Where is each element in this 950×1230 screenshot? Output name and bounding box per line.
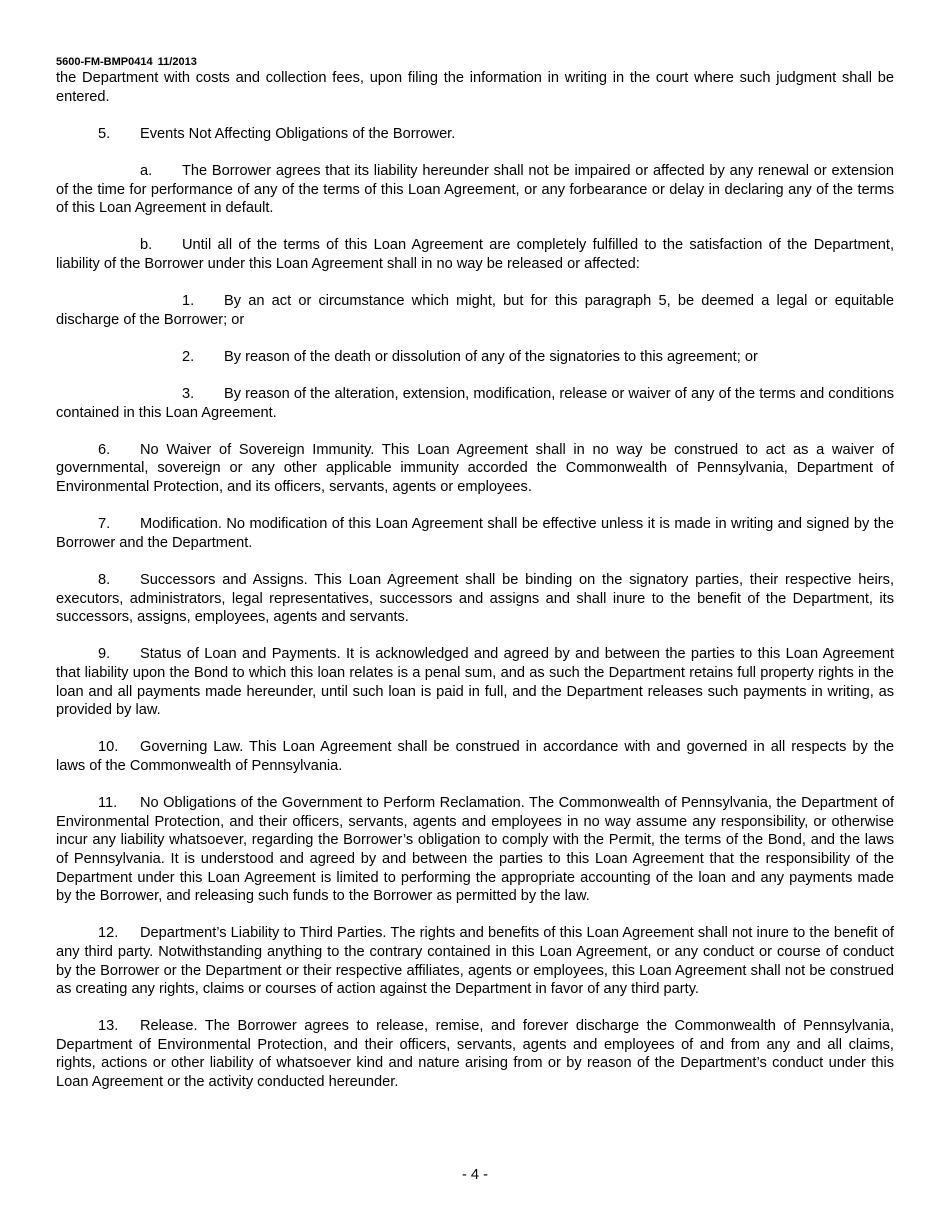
paragraph-text: By an act or circumstance which might, but for this paragraph 5, be deemed a legal or equitable discharge of the Borrower; or — [56, 293, 894, 328]
paragraph-text: By reason of the death or dissolution of any of the signatories to this agreement; or — [224, 348, 758, 365]
section-number: 10. — [98, 739, 119, 756]
paragraph-text: By reason of the alteration, extension, modification, release or waiver of any of the terms and conditions contained in this Loan Agreement. — [56, 386, 894, 421]
document-page — [56, 55, 894, 1110]
section-5b3 — [56, 385, 894, 422]
section-number: a. — [140, 162, 153, 179]
paragraph-text: Department’s Liability to Third Parties. The rights and benefits of this Loan Agreement shall not inure to the benefit of any third party. Notwithstanding anything to the contrary contained in this Loan Agreement, or any conduct or course of conduct by the Borrower or the Department or their respective affiliates, agents or employees, this Loan Agreement shall not be construed as creating any rights, claims or courses of action against the Department in favor of any third party. — [56, 925, 894, 998]
paragraph-text: Until all of the terms of this Loan Agreement are completely fulfilled to the satisfaction of the Department, liability of the Borrower under this Loan Agreement shall in no way be released or affected: — [56, 237, 894, 272]
section-6 — [56, 441, 894, 497]
section-number: 3. — [182, 386, 195, 403]
page-number: - 4 - — [462, 1167, 488, 1183]
section-number: 11. — [98, 795, 118, 812]
section-11 — [56, 794, 894, 906]
paragraph-text: The Borrower agrees that its liability hereunder shall not be impaired or affected by any renewal or extension of the time for performance of any of the terms of this Loan Agreement, or any forbearance or delay in declaring any of the terms of this Loan Agreement in default. — [56, 162, 894, 217]
section-number: 9. — [98, 646, 111, 663]
paragraph-continuation — [56, 69, 894, 106]
section-number: 13. — [98, 1018, 119, 1035]
section-5b2 — [56, 348, 894, 367]
section-number: 6. — [98, 441, 111, 458]
section-9 — [56, 645, 894, 719]
section-5a — [56, 162, 894, 218]
section-number: 2. — [182, 348, 195, 365]
form-id: 5600-FM-BMP0414 11/2013 — [56, 56, 197, 68]
paragraph-text: Modification. No modification of this Loan Agreement shall be effective unless it is made in writing and signed by the Borrower and the Department. — [56, 516, 894, 551]
paragraph-text: Successors and Assigns. This Loan Agreement shall be binding on the signatory parties, their respective heirs, executors, administrators, legal representatives, successors and assigns and shall inure to the benefit of the Department, its successors, assigns, employees, agents and servants. — [56, 572, 894, 626]
section-10 — [56, 738, 894, 775]
section-number: 7. — [98, 516, 111, 533]
section-8 — [56, 571, 894, 627]
section-number: 8. — [98, 572, 111, 589]
section-12 — [56, 924, 894, 998]
section-number: b. — [140, 237, 153, 254]
section-number: 1. — [182, 293, 195, 310]
paragraph-text: Status of Loan and Payments. It is acknowledged and agreed by and between the parties to this Loan Agreement that liability upon the Bond to which this loan relates is a penal sum, and as such the Department retains full property rights in the loan and all payments made hereunder, until such loan is paid in full, and the Department releases such payments in writing, as provided by law. — [56, 646, 894, 719]
section-13 — [56, 1017, 894, 1091]
paragraph-text: Governing Law. This Loan Agreement shall be construed in accordance with and governed in all respects by the laws of the Commonwealth of Pennsylvania. — [56, 739, 894, 774]
paragraph-text: No Obligations of the Government to Perform Reclamation. The Commonwealth of Pennsylvania, the Department of Environmental Protection, and their officers, servants, agents and employees in no way assume any responsibility, or otherwise incur any liability whatsoever, regarding the Borrower’s obligation to comply with the Permit, the terms of the Bond, and the laws of Pennsylvania. It is understood and agreed by and between the parties to this Loan Agreement that the responsibility of the Department under this Loan Agreement is limited to performing the appropriate accounting of the loan and any payments made by the Borrower, and releasing such funds to the Borrower as permitted by the law. — [56, 795, 894, 905]
paragraph-text: Events Not Affecting Obligations of the Borrower. — [140, 125, 456, 142]
section-5b — [56, 236, 894, 273]
section-number: 5. — [98, 125, 111, 142]
section-5-heading — [56, 125, 894, 144]
section-5b1 — [56, 292, 894, 329]
section-7 — [56, 515, 894, 552]
section-number: 12. — [98, 925, 119, 942]
paragraph-text: No Waiver of Sovereign Immunity. This Loan Agreement shall in no way be construed to act as a waiver of governmental, sovereign or any other applicable immunity accorded the Commonwealth of Pennsylvania, Department of Environmental Protection, and its officers, servants, agents or employees. — [56, 441, 894, 496]
paragraph-text: the Department with costs and collection fees, upon filing the information in writing in the court where such judgment shall be entered. — [56, 70, 894, 105]
paragraph-text: Release. The Borrower agrees to release, remise, and forever discharge the Commonwealth of Pennsylvania, Department of Environmental Protection, and their officers, servants, agents and employees of and from any and all claims, rights, actions or other liability of whatsoever kind and nature arising from or by reason of the Department’s conduct under this Loan Agreement or the activity conducted hereunder. — [56, 1018, 894, 1091]
